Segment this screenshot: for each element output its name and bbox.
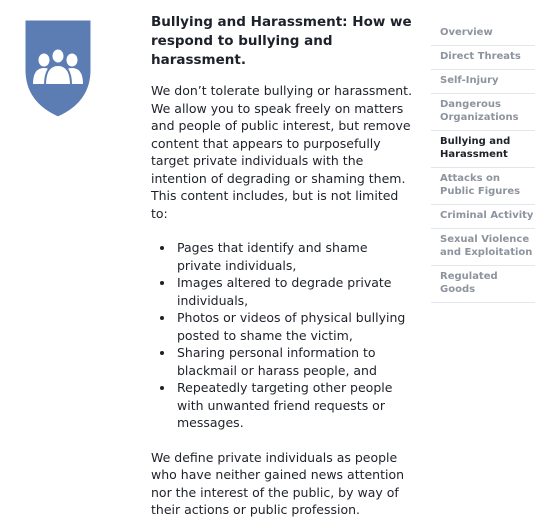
sidebar-item-attacks-on-public-figures[interactable]: Attacks on Public Figures (431, 168, 535, 205)
sidebar-item-regulated-goods[interactable]: Regulated Goods (431, 266, 535, 303)
sidebar-item-dangerous-organizations[interactable]: Dangerous Organizations (431, 94, 535, 131)
sidebar-item-self-injury[interactable]: Self-Injury (431, 70, 535, 94)
article-definition: We define private individuals as people who have neither gained news attention nor the interest of the public, by way of their actions or public profession. (151, 449, 405, 517)
group-users-shield-icon (20, 12, 96, 122)
list-item: • Sharing personal information to blackmail or harass people, and (175, 344, 413, 379)
list-item: • Photos or videos of physical bullying posted to shame the victim, (175, 309, 413, 344)
article-title: Bullying and Harassment: How we respond to bullying and harassment. (151, 14, 412, 68)
sidebar-item-bullying-and-harassment[interactable]: Bullying and Harassment (431, 131, 535, 168)
list-item: • Images altered to degrade private individuals, (175, 274, 413, 309)
sidebar-item-criminal-activity[interactable]: Criminal Activity (431, 205, 535, 229)
list-item: • Repeatedly targeting other people with unwanted friend requests or messages. (175, 379, 413, 432)
prohibited-content-list (151, 239, 413, 432)
article (151, 13, 413, 519)
list-item: • Pages that identify and shame private individuals, (175, 239, 413, 274)
sidebar-item-sexual-violence-and-exploitation[interactable]: Sexual Violence and Exploitation (431, 229, 535, 266)
sidebar-nav (431, 22, 535, 303)
sidebar-item-overview[interactable]: Overview (431, 22, 535, 46)
sidebar-item-direct-threats[interactable]: Direct Threats (431, 46, 535, 70)
article-intro: We don’t tolerate bullying or harassment. We allow you to speak freely on matters and people of public interest, but remove content that appears to purposefully target private individuals with the intention of degrading or shaming them. This content includes, but is not limited to: (151, 83, 413, 221)
